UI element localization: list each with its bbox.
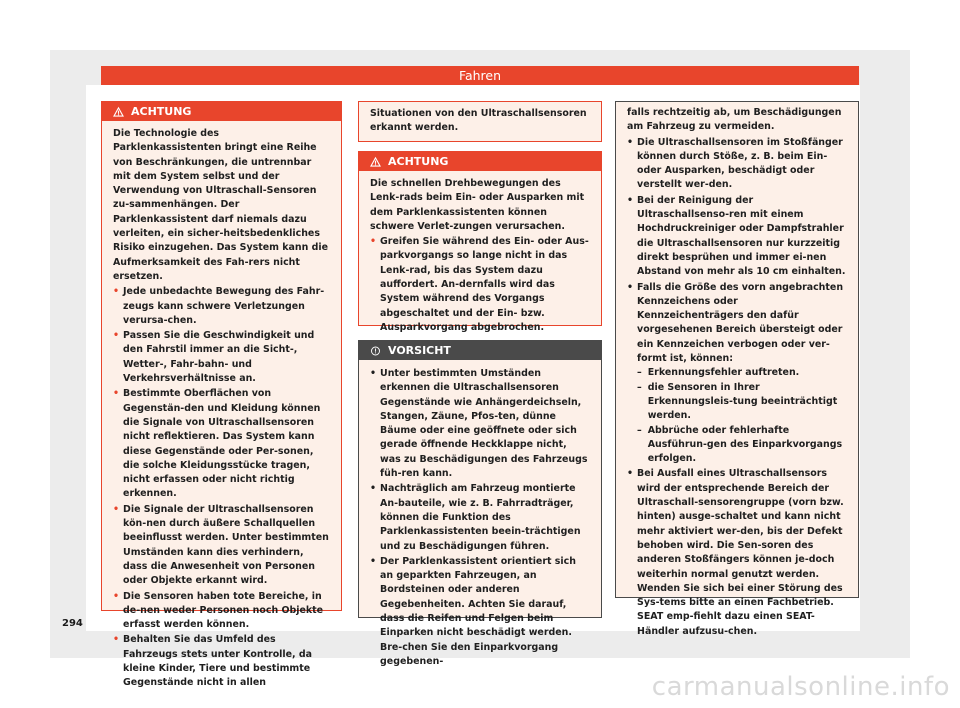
continuation-intro: falls rechtzeitig ab, um Beschädigungen am Fahrzeug zu vermeiden. [627, 107, 842, 133]
warning-header [359, 152, 601, 171]
bullet-dot-icon: • [370, 368, 377, 379]
bullet-item [113, 387, 330, 501]
bullet-text: Passen Sie die Geschwindigkeit und den Fahrstil immer an die Sicht-, Wetter-, Fahr-bahn- und Verkehrsverhältnisse an. [123, 330, 315, 385]
warning-box-2 [358, 151, 602, 333]
bullet-dot-icon: • [627, 468, 634, 480]
bullet-item [370, 367, 590, 481]
bullet-dot-icon: • [113, 634, 120, 646]
bullet-text: Die Sensoren haben tote Bereiche, in de-nen weder Personen noch Objekte erfasst werden können. [123, 590, 324, 631]
bullet-dot-icon: • [370, 236, 377, 248]
dash-item [627, 366, 847, 380]
bullet-text: Greifen Sie während des Ein- oder Aus-parkvorgangs so lange nicht in das Lenk-rad, bis das System dazu auffordert. An-dernfalls wird das System während des Vorgangs abgeschaltet und der Ein- bzw. Ausparkvorgang abgebrochen. [380, 236, 589, 333]
bullet-item [370, 555, 590, 669]
page-number: 294 [62, 618, 83, 629]
bullet-item [113, 633, 330, 690]
dash-marker: – [637, 367, 642, 379]
bullet-text: Der Parklenkassistent orientiert sich an geparkten Fahrzeugen, an Bordsteinen oder anderen Gegebenheiten. Achten Sie darauf, dass die Reifen und Felgen beim Einparken nicht beschädigt werden. Bre-chen Sie den Einparkvorgang gegebenen- [380, 555, 576, 667]
bullet-text: Unter bestimmten Umständen erkennen die Ultraschallsensoren Gegenstände wie Anhängerdeichseln, Stangen, Zäune, Pfos-ten, dünne Bäume oder eine geöffnete oder sich gerade öffnende Heckklappe nicht, was zu Beschädigungen des Fahrzeugs füh-ren kann. [380, 368, 588, 480]
bullet-item [370, 482, 590, 553]
bullet-text: Bei Ausfall eines Ultraschallsensors wird der entsprechende Bereich der Ultraschall-sensorengruppe (vorn bzw. hinten) ausge-schaltet und kann nicht mehr aktiviert wer-den, bis der Defekt behoben wird. Die Sen-soren des anderen Stoßfängers können je-doch weiterhin normal genutzt werden. Wenden Sie sich bei einer Störung des Sys-tems bitte an einen Fachbetrieb. SEAT emp-fiehlt dazu einen SEAT-Händler aufzusu-chen. [637, 468, 844, 637]
dash-marker: – [637, 381, 642, 393]
caution-header [359, 341, 601, 360]
dash-text: Abbrüche oder fehlerhafte Ausführun-gen des Einparkvorgangs erfolgen. [647, 424, 843, 465]
caution-box [358, 340, 602, 667]
bullet-dot-icon: • [113, 330, 120, 342]
caution-heading: VORSICHT [388, 344, 451, 357]
dash-text: Erkennungsfehler auftreten. [647, 367, 800, 379]
warning-intro: Die Technologie des Parklenkassistenten bringt eine Reihe von Beschränkungen, die untrennbar mit dem System selbst und der Verwendung von Ultraschall-Sensoren zu-sammenhängen. Der Parklenkassistent darf niemals dazu verleiten, ein sicher-heitsbedenkliches Risiko einzugehen. Das System kann die Aufmerksamkeit des Fah-rers nicht ersetzen. [113, 128, 329, 282]
watermark: carmanualsonline.info [651, 672, 950, 702]
bullet-dot-icon: • [627, 194, 634, 206]
bullet-dot-icon: • [113, 590, 120, 602]
page-title: Fahren [458, 68, 502, 83]
bullet-item [627, 467, 847, 639]
bullet-item [627, 281, 847, 367]
bullet-text: Falls die Größe des vorn angebrachten Kennzeichens oder Kennzeichenträgers den dafür vorgesehenen Bereich übersteigt oder ein Kennzeichen verbogen oder ver-formt ist, können: [637, 281, 844, 365]
warning-heading: ACHTUNG [388, 155, 449, 168]
dash-item [627, 381, 847, 424]
bullet-dot-icon: • [113, 503, 120, 515]
dash-marker: – [637, 424, 642, 436]
bullet-text: Die Ultraschallsensoren im Stoßfänger können durch Stöße, z. B. beim Ein- oder Ausparken, beschädigt oder verstellt wer-den. [637, 136, 843, 191]
bullet-item [627, 136, 847, 193]
warning-box-1 [101, 101, 342, 689]
warning-intro: Die schnellen Drehbewegungen des Lenk-rads beim Ein- oder Ausparken mit dem Parklenkassistenten können schwere Verlet-zungen verursachen. [370, 178, 585, 232]
bullet-item [113, 590, 330, 633]
bullet-text: Behalten Sie das Umfeld des Fahrzeugs stets unter Kontrolle, da kleine Kinder, Tiere und bestimmte Gegenstände nicht in allen [123, 634, 313, 689]
bullet-item [113, 503, 330, 589]
bullet-text: Nachträglich am Fahrzeug montierte An-bauteile, wie z. B. Fahrradträger, können die Funktion des Parklenkassistenten beein-trächtigen und zu Beschädigungen führen. [380, 483, 581, 552]
bullet-item [627, 194, 847, 280]
warning-continuation [358, 101, 602, 142]
caution-continuation-body [616, 102, 858, 643]
warning-triangle-icon [370, 157, 381, 167]
dash-item [627, 424, 847, 467]
bullet-dot-icon: • [370, 555, 377, 567]
continuation-text: Situationen von den Ultraschallsensoren erkannt werden. [370, 108, 587, 134]
bullet-item [113, 285, 330, 328]
warning-triangle-icon [113, 107, 124, 117]
bullet-item [370, 235, 590, 335]
info-circle-icon [370, 346, 381, 356]
bullet-dot-icon: • [370, 483, 377, 495]
caution-continuation [615, 101, 859, 637]
bullet-dot-icon: • [113, 388, 120, 400]
warning-body [102, 121, 341, 695]
warning-heading: ACHTUNG [131, 105, 192, 118]
dash-text: die Sensoren in Ihrer Erkennungsleis-tung beeinträchtigt werden. [647, 381, 838, 422]
bullet-dot-icon: • [113, 286, 120, 298]
bullet-text: Bestimmte Oberflächen von Gegenstän-den und Kleidung können die Signale von Ultraschallsensoren nicht reflektieren. Das System kann diese Gegenstände oder Per-sonen, die solche Kleidungsstücke tragen, nicht erfassen oder nicht richtig erkennen. [123, 388, 321, 500]
bullet-dot-icon: • [627, 136, 634, 148]
bullet-dot-icon: • [627, 281, 634, 293]
bullet-text: Jede unbedachte Bewegung des Fahr-zeugs kann schwere Verletzungen verursa-chen. [123, 286, 325, 326]
bullet-text: Die Signale der Ultraschallsensoren kön-nen durch äußere Schallquellen beeinflusst werden. Unter bestimmten Umständen kann dies verhindern, dass die Anwesenheit von Personen oder Objekte erkannt wird. [123, 503, 329, 587]
warning-header [102, 102, 341, 121]
bullet-item [113, 329, 330, 386]
caution-body [359, 360, 601, 673]
bullet-text: Bei der Reinigung der Ultraschallsenso-ren mit einem Hochdruckreiniger oder Dampfstrahler die Ultraschallsensoren nur kurzzeitig direkt besprühen und immer ei-nen Abstand von mehr als 10 cm einhalten. [637, 194, 846, 278]
warning-body [359, 171, 601, 339]
